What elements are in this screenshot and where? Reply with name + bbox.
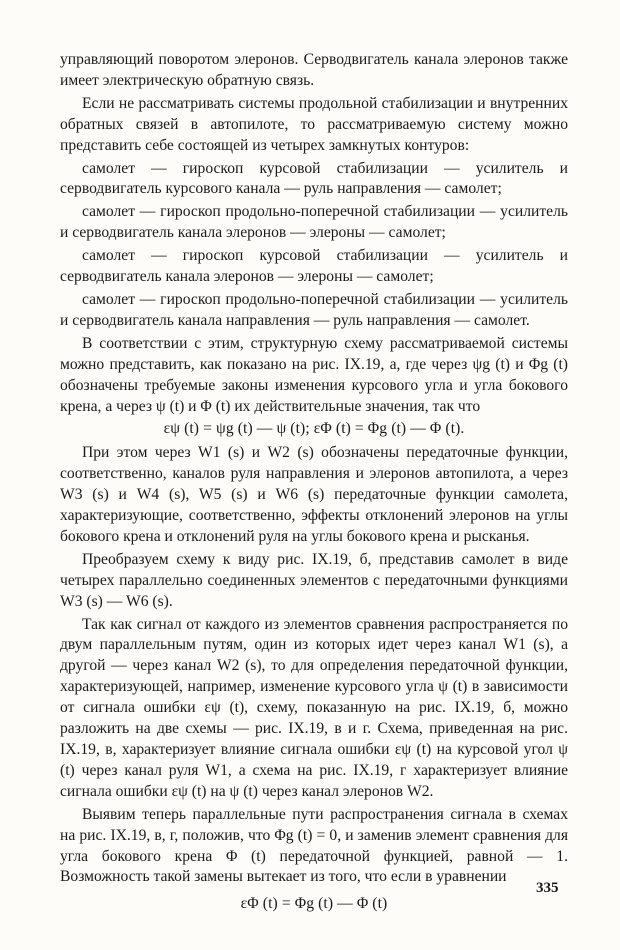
paragraph-2: Если не рассматривать системы продольной стабилизации и внутренних обратных связей в автопилоте, то рассматриваемую систему можно представить себе состоящей из четырех замкнутых контуров: (60, 94, 568, 154)
body-text (60, 50, 568, 918)
page-number: 335 (536, 880, 559, 896)
paragraph-signal: Так как сигнал от каждого из элементов сравнения распространяется по двум параллельным путям, один из которых идет через канал W1 (s), а другой — через канал W2 (s), то для определения передаточной функции, характеризующей, например, изменение курсового угла ψ (t) в зависимости от сигнала ошибки εψ (t), схему, показанную на рис. IX.19, б, можно разложить на две схемы — рис. IX.19, в и г. Схема, приведенная на рис. IX.19, в, характеризует влияние сигнала ошибки εψ (t) на курсовой угол ψ (t) через канал руля W1, а схема на рис. IX.19, г характеризует влияние сигнала ошибки εψ (t) на ψ (t) через канал элеронов W2. (60, 615, 568, 800)
paragraph-paths: Выявим теперь параллельные пути распространения сигнала в схемах на рис. IX.19, в, г, положив, что Φg (t) = 0, и заменив элемент сравнения для угла бокового крена Φ (t) передаточной функцией, равной — 1. Возможность такой замены вытекает из того, что если в уравнении (60, 805, 568, 886)
paragraph-structure: В соответствии с этим, структурную схему рассматриваемой системы можно представить, как показано на рис. IX.19, а, где через ψg (t) и Φg (t) обозначены требуемые законы изменения курсового угла и угла бокового крена, а через ψ (t) и Φ (t) их действительные значения, так что (60, 334, 568, 415)
formula-roll: εΦ (t) = Φg (t) — Φ (t) (240, 895, 388, 913)
paragraph-transfer: При этом через W1 (s) и W2 (s) обозначены передаточные функции, соответственно, каналов руля направления и элеронов автопилота, а через W3 (s) и W4 (s), W5 (s) и W6 (s) передаточные функции самолета, характеризующие, соответственно, эффекты отклонений элеронов на углы бокового крена и отклонений руля на углы бокового крена и рысканья. (60, 444, 568, 545)
contour-2: самолет — гироскоп продольно-поперечной стабилизации — усилитель и серводвигатель канала элеронов — элероны — самолет; (60, 203, 568, 242)
contour-3: самолет — гироскоп курсовой стабилизации — усилитель и серводвигатель канала элеронов — элероны — самолет; (60, 247, 568, 286)
contour-4: самолет — гироскоп продольно-поперечной стабилизации — усилитель и серводвигатель канала направления — руль направления — самолет. (60, 290, 568, 329)
paragraph-transform: Преобразуем схему к виду рис. IX.19, б, представив самолет в виде четырех параллельно соединенных элементов с передаточными функциями W3 (s) — W6 (s). (60, 550, 568, 610)
formula-errors: εψ (t) = ψg (t) — ψ (t); εΦ (t) = Φg (t) — Φ (t). (163, 420, 465, 438)
contour-1: самолет — гироскоп курсовой стабилизации — усилитель и серводвигатель курсового канала — руль направления — самолет; (60, 159, 568, 198)
paragraph-1: управляющий поворотом элеронов. Серводвигатель канала элеронов также имеет электрическую обратную связь. (60, 51, 568, 89)
